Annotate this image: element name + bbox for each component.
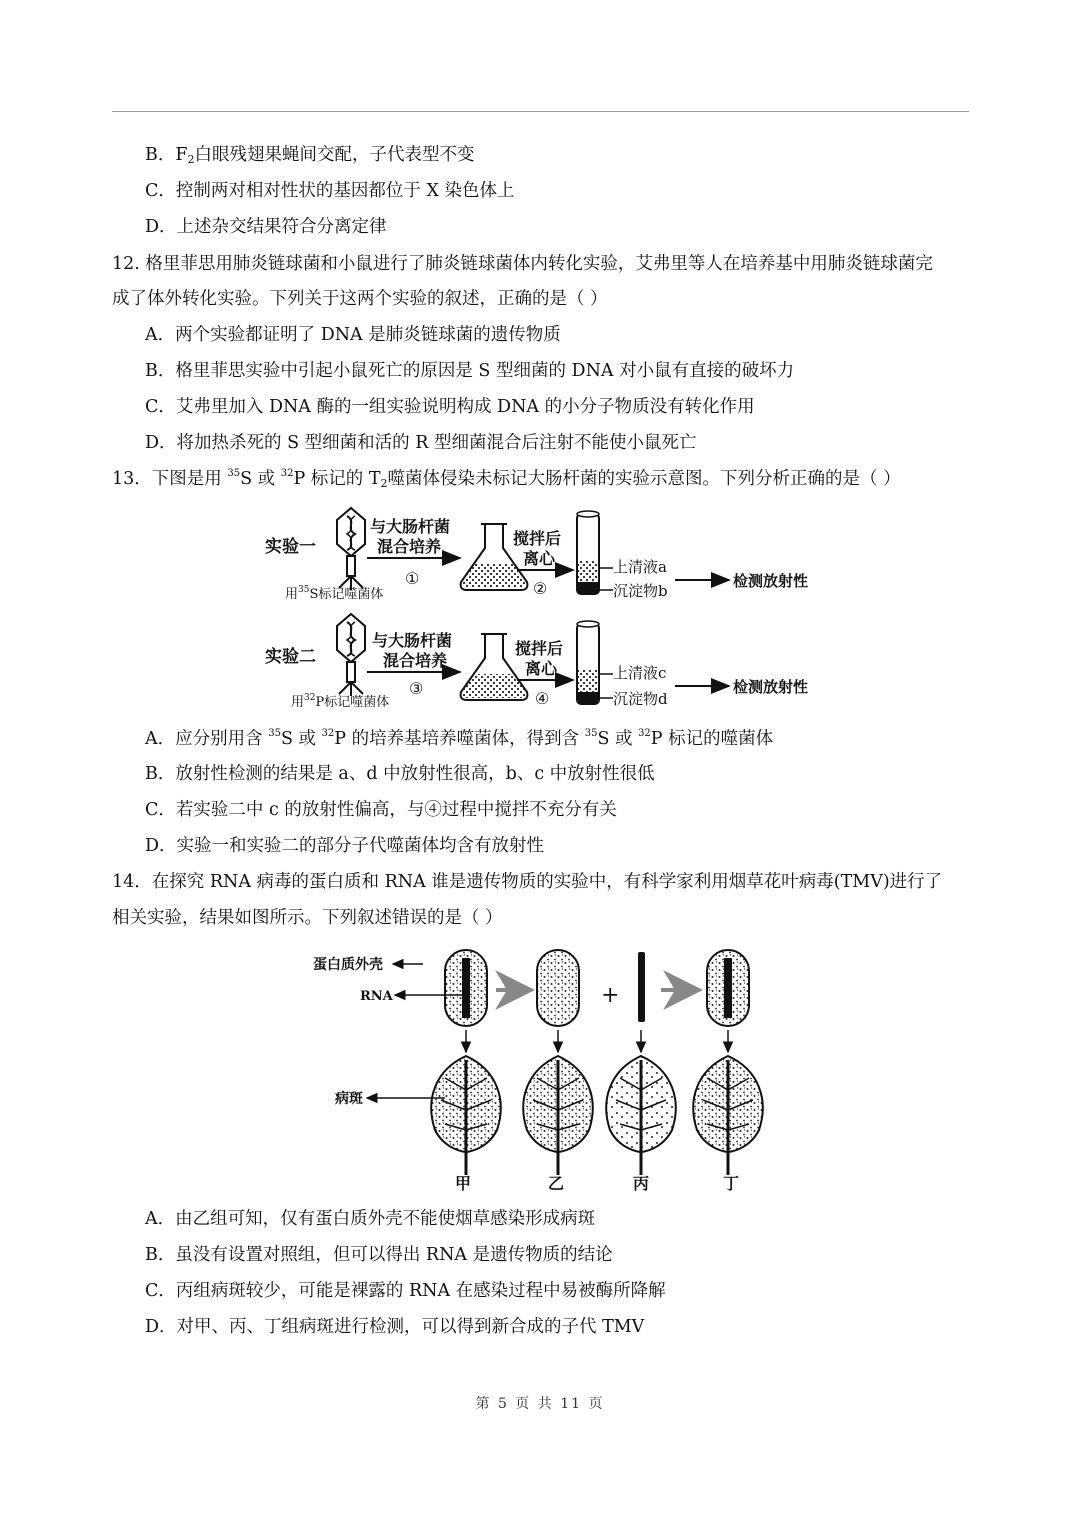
mix-label-line2: 混合培养	[383, 651, 448, 670]
q11-option-c: C．控制两对相对性状的基因都位于 X 染色体上	[145, 181, 515, 201]
q13-option-a: A．应分别用含 $^{35}$S 或 $^{32}$P 的培养基培养噬菌体，得到含 $^{35}$S 或 $^{32}$P 标记的噬菌体	[145, 728, 774, 749]
step-4: ④	[535, 689, 550, 708]
q12-stem-line1: 12. 格里菲思用肺炎链球菌和小鼠进行了肺炎链球菌体内转化实验，艾弗里等人在培养基中用肺炎链球菌完	[112, 254, 933, 274]
virus-protein-coat-yi	[537, 950, 579, 1026]
plus-sign: +	[601, 983, 620, 1008]
tmv-experiment-diagram	[305, 940, 785, 1195]
detect-label-2: 检测放射性	[733, 678, 809, 696]
q12-option-b: B．格里菲思实验中引起小鼠死亡的原因是 S 型细菌的 DNA 对小鼠有直接的破坏力	[145, 361, 795, 381]
q13-stem: 13．下图是用 $^{35}$S 或 $^{32}$P 标记的 $T_2$噬菌体侵染未标记大肠杆菌的实验示意图。下列分析正确的是（ ）	[112, 468, 901, 490]
sediment-d-label: 沉淀物d	[613, 690, 668, 708]
q13-option-d: D．实验一和实验二的部分子代噬菌体均含有放射性	[145, 836, 545, 856]
group-label-bing: 丙	[633, 1174, 650, 1193]
leaf-yi	[523, 1056, 592, 1175]
q14-option-d: D．对甲、丙、丁组病斑进行检测，可以得到新合成的子代 TMV	[145, 1317, 645, 1337]
phage1-caption: 用$^{35}$S标记噬菌体	[285, 585, 384, 602]
phage-icon	[337, 508, 365, 590]
supernatant-a-label: 上清液a	[613, 558, 667, 576]
group-label-ding: 丁	[723, 1174, 740, 1193]
phage-icon	[337, 614, 365, 696]
exp2-label: 实验二	[265, 647, 316, 667]
q14-option-c: C．丙组病斑较少，可能是裸露的 RNA 在感染过程中易被酶所降解	[145, 1281, 666, 1301]
step-1: ①	[405, 569, 420, 588]
phage2-caption: 用$^{32}$P标记噬菌体	[291, 693, 390, 710]
mix-label-line1: 与大肠杆菌	[370, 517, 451, 536]
exp1-label: 实验一	[265, 537, 316, 557]
sediment-b-label: 沉淀物b	[613, 582, 668, 600]
mix-label-line2: 混合培养	[377, 537, 442, 556]
q12-option-c: C．艾弗里加入 DNA 酶的一组实验说明构成 DNA 的小分子物质没有转化作用	[145, 397, 755, 417]
step-3: ③	[409, 679, 424, 698]
leaf-jia	[431, 1056, 500, 1175]
q14-option-a: A．由乙组可知，仅有蛋白质外壳不能使烟草感染形成病斑	[145, 1209, 596, 1229]
rna-strand-bing	[638, 952, 645, 1022]
q13-option-b: B．放射性检测的结果是 a、d 中放射性很高，b、c 中放射性很低	[145, 764, 655, 784]
protein-coat-label: 蛋白质外壳	[313, 957, 383, 973]
virus-reconstituted-ding	[707, 950, 749, 1026]
q11-option-b: B．$F_2$白眼残翅果蝇间交配，子代表型不变	[145, 145, 475, 166]
stir-label-line2: 离心	[523, 549, 556, 568]
centrifuge-tube-icon	[577, 621, 599, 704]
detect-label-1: 检测放射性	[733, 572, 809, 590]
group-label-jia: 甲	[455, 1174, 472, 1193]
q12-option-d: D．将加热杀死的 S 型细菌和活的 R 型细菌混合后注射不能使小鼠死亡	[145, 433, 697, 453]
step-2: ②	[533, 579, 548, 598]
supernatant-c-label: 上清液c	[613, 664, 667, 682]
group-label-yi: 乙	[548, 1174, 565, 1193]
stir-label-line1: 搅拌后	[513, 529, 562, 548]
q12-stem-line2: 成了体外转化实验。下列关于这两个实验的叙述，正确的是（ ）	[112, 289, 608, 309]
rna-label: RNA	[360, 989, 393, 1004]
page-footer: 第 5 页 共 11 页	[475, 1396, 605, 1412]
experiment-1-row	[265, 508, 808, 602]
q13-option-c: C．若实验二中 c 的放射性偏高，与④过程中搅拌不充分有关	[145, 800, 617, 820]
q14-stem-line2: 相关实验，结果如图所示。下列叙述错误的是（ ）	[112, 908, 503, 928]
stir-label-line2: 离心	[525, 659, 558, 678]
leaf-bing	[606, 1056, 675, 1175]
centrifuge-tube-icon	[577, 511, 599, 594]
lesion-label: 病斑	[335, 1091, 363, 1107]
q14-stem-line1: 14．在探究 RNA 病毒的蛋白质和 RNA 谁是遗传物质的实验中，有科学家利用烟草花叶病毒(TMV)进行了	[112, 872, 943, 892]
stir-label-line1: 搅拌后	[515, 639, 564, 658]
virus-complete-jia	[445, 950, 487, 1026]
mix-label-line1: 与大肠杆菌	[372, 631, 453, 650]
phage-experiment-diagram	[255, 500, 835, 715]
experiment-2-row	[265, 614, 808, 710]
q14-option-b: B．虽没有设置对照组，但可以得出 RNA 是遗传物质的结论	[145, 1245, 613, 1265]
leaf-ding	[693, 1056, 762, 1175]
q12-option-a: A．两个实验都证明了 DNA 是肺炎链球菌的遗传物质	[145, 325, 561, 345]
header-rule	[112, 111, 969, 112]
q11-option-d: D．上述杂交结果符合分离定律	[145, 217, 387, 237]
